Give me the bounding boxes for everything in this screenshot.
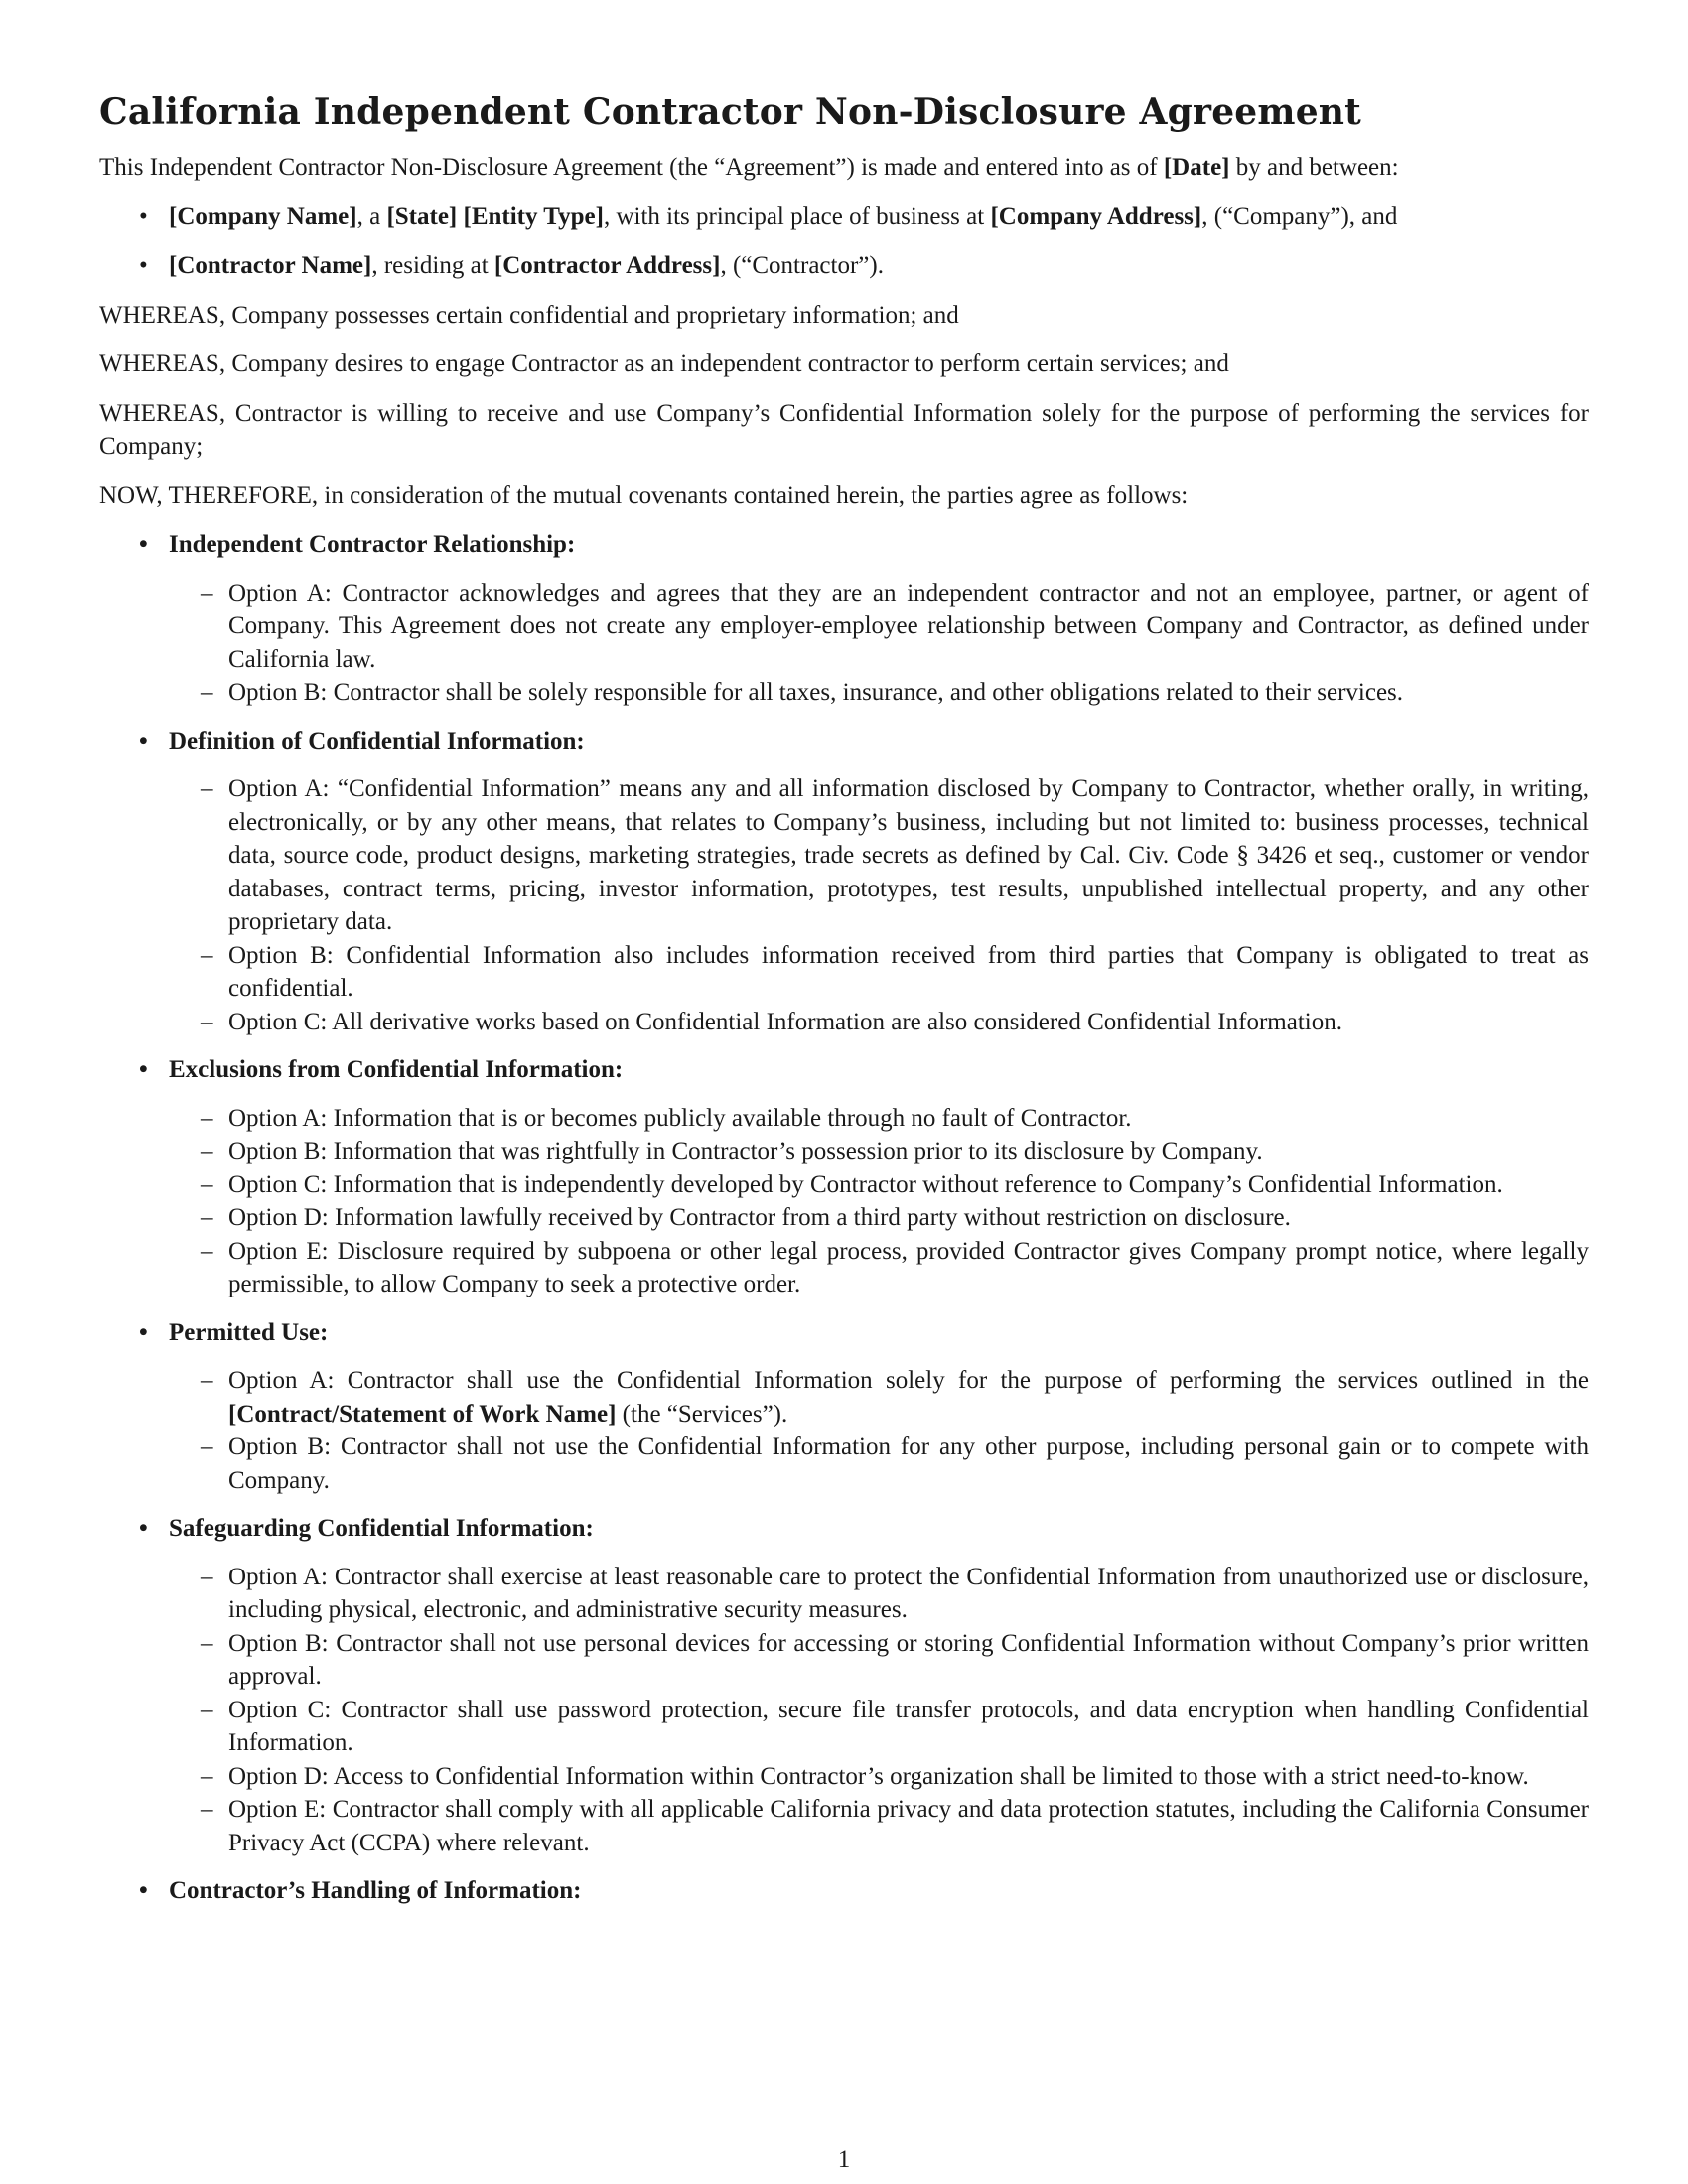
option-item: – Option E: Disclosure required by subpoena or other legal process, provided Contractor gives Company prompt notice, where legally permissible, to allow Company to seek a protective order.	[99, 1235, 1589, 1301]
option-item: – Option B: Confidential Information also includes information received from third parties that Company is obligated to treat as confidential.	[99, 939, 1589, 1006]
company-address-placeholder: [Company Address]	[990, 203, 1202, 230]
company-text-3: , with its principal place of business at	[603, 203, 991, 230]
section-independent-contractor-relationship	[99, 528, 1589, 710]
section-exclusions	[99, 1053, 1589, 1301]
document-page	[99, 83, 1589, 1923]
option-item: – Option B: Information that was rightfully in Contractor’s possession prior to its disclosure by Company.	[99, 1135, 1589, 1168]
section-heading: • Permitted Use:	[99, 1316, 1589, 1350]
options-list	[99, 1102, 1589, 1301]
option-item: – Option C: Contractor shall use password protection, secure file transfer protocols, and data encryption when handling Confidential Information.	[99, 1694, 1589, 1760]
option-item: – Option E: Contractor shall comply with all applicable California privacy and data protection statutes, including the California Consumer Privacy Act (CCPA) where relevant.	[99, 1793, 1589, 1859]
entity-type-placeholder: [Entity Type]	[463, 203, 604, 230]
recital-2: WHEREAS, Company desires to engage Contractor as an independent contractor to perform certain services; and	[99, 350, 1229, 377]
recital-1: WHEREAS, Company possesses certain confidential and proprietary information; and	[99, 301, 959, 329]
sections-list	[99, 528, 1589, 1908]
intro-text-end: by and between:	[1229, 154, 1399, 181]
section-definition-of-confidential-information	[99, 725, 1589, 1039]
section-heading: • Exclusions from Confidential Information:	[99, 1053, 1589, 1087]
option-item: – Option C: All derivative works based on Confidential Information are also considered Confidential Information.	[99, 1006, 1589, 1039]
option-item	[99, 1364, 1589, 1431]
options-list	[99, 1561, 1589, 1860]
party-company	[99, 201, 1589, 234]
sow-name-placeholder: [Contract/Statement of Work Name]	[228, 1400, 617, 1428]
document-title: California Independent Contractor Non-Disclosure Agreement	[99, 91, 1362, 133]
option-item: – Option D: Access to Confidential Information within Contractor’s organization shall be limited to those with a strict need-to-know.	[99, 1760, 1589, 1794]
company-name-placeholder: [Company Name]	[169, 203, 357, 230]
contractor-address-placeholder: [Contractor Address]	[493, 252, 721, 279]
options-list	[99, 577, 1589, 710]
option-item: – Option B: Contractor shall be solely responsible for all taxes, insurance, and other obligations related to their services.	[99, 676, 1589, 710]
state-placeholder: [State]	[386, 203, 458, 230]
now-therefore-clause: NOW, THEREFORE, in consideration of the mutual covenants contained herein, the parties agree as follows:	[99, 481, 1189, 509]
option-item: – Option B: Contractor shall not use personal devices for accessing or storing Confidential Information without Company’s prior written approval.	[99, 1627, 1589, 1694]
date-placeholder: [Date]	[1163, 154, 1230, 181]
option-item: – Option B: Contractor shall not use the Confidential Information for any other purpose, including personal gain or to compete with Company.	[99, 1431, 1589, 1497]
option-item: – Option A: Contractor acknowledges and agrees that they are an independent contractor and not an employee, partner, or agent of Company. This Agreement does not create any employer-employee relationship between Company and Contractor, as defined under California law.	[99, 577, 1589, 677]
option-item: – Option D: Information lawfully received by Contractor from a third party without restriction on disclosure.	[99, 1201, 1589, 1235]
options-list	[99, 1364, 1589, 1497]
option-text-end: (the “Services”).	[616, 1400, 788, 1428]
option-item: – Option A: Information that is or becomes publicly available through no fault of Contractor.	[99, 1102, 1589, 1136]
section-heading: • Contractor’s Handling of Information:	[99, 1874, 1589, 1908]
option-item: – Option A: “Confidential Information” means any and all information disclosed by Company to Contractor, whether orally, in writing, electronically, or by any other means, that relates to Company’s business, including but not limited to: business processes, technical data, source code, product designs, marketing strategies, trade secrets as defined by Cal. Civ. Code § 3426 et seq., customer or vendor databases, contract terms, pricing, investor information, prototypes, test results, unpublished intellectual property, and any other proprietary data.	[99, 772, 1589, 939]
intro-paragraph	[99, 151, 1589, 185]
parties-list	[99, 201, 1589, 283]
recital-3: WHEREAS, Contractor is willing to receive and use Company’s Confidential Information solely for the purpose of performing the services for Company;	[99, 399, 1589, 460]
section-heading: • Safeguarding Confidential Information:	[99, 1512, 1589, 1546]
option-text: Option A: Contractor shall use the Confidential Information solely for the purpose of performing the services outlined in the	[228, 1367, 1589, 1394]
section-heading: • Independent Contractor Relationship:	[99, 528, 1589, 562]
page-number: 1	[837, 2146, 851, 2173]
contractor-text-1: , residing at	[371, 252, 494, 279]
section-safeguarding	[99, 1512, 1589, 1859]
option-item: – Option C: Information that is independently developed by Contractor without reference to Company’s Confidential Information.	[99, 1168, 1589, 1202]
contractor-name-placeholder: [Contractor Name]	[169, 252, 372, 279]
company-text-4: , (“Company”), and	[1201, 203, 1398, 230]
section-heading: • Definition of Confidential Information:	[99, 725, 1589, 758]
section-permitted-use	[99, 1316, 1589, 1498]
company-text-1: , a	[356, 203, 387, 230]
contractor-text-2: , (“Contractor”).	[720, 252, 884, 279]
option-item: – Option A: Contractor shall exercise at least reasonable care to protect the Confidential Information from unauthorized use or disclosure, including physical, electronic, and administrative security measures.	[99, 1561, 1589, 1627]
intro-text: This Independent Contractor Non-Disclosure Agreement (the “Agreement”) is made and entered into as of	[99, 154, 1164, 181]
section-contractors-handling	[99, 1874, 1589, 1908]
party-contractor	[99, 249, 1589, 283]
options-list	[99, 772, 1589, 1038]
